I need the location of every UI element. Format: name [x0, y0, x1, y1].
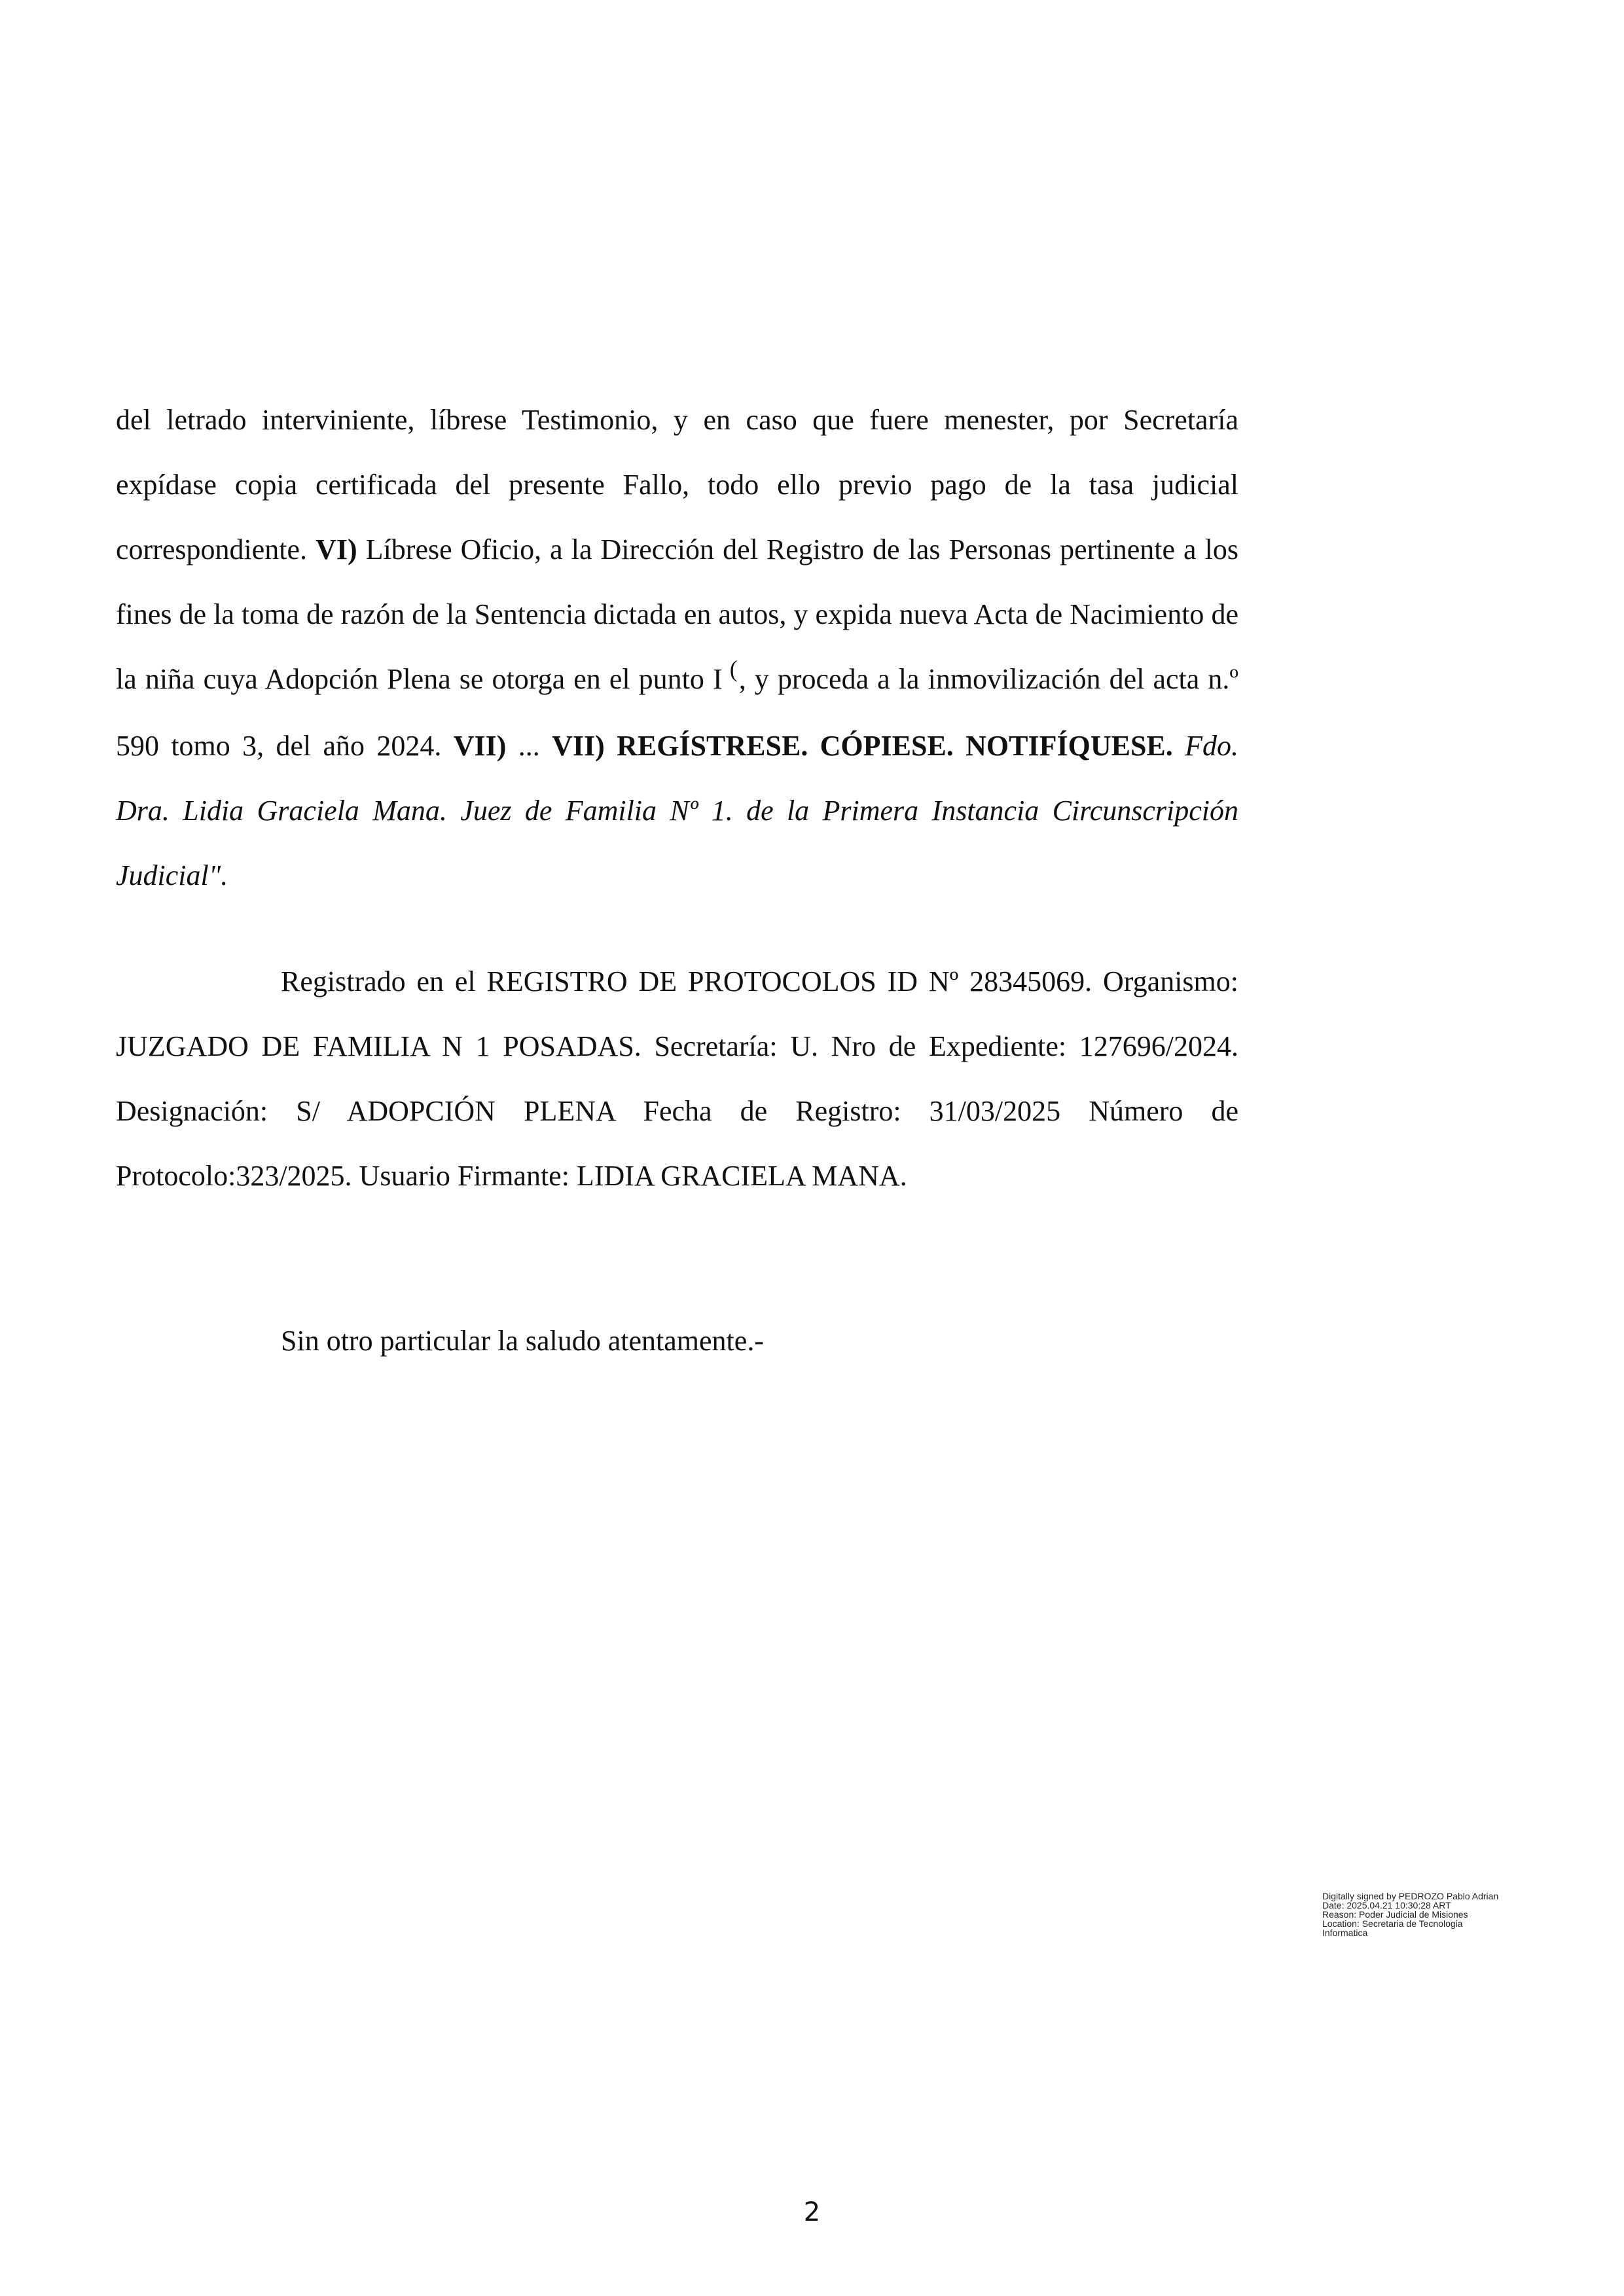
- superscript-mark: (: [729, 656, 738, 682]
- signature-signer: Digitally signed by PEDROZO Pablo Adrian: [1322, 1891, 1499, 1901]
- signature-date: Date: 2025.04.21 10:30:28 ART: [1322, 1900, 1451, 1910]
- resolution-text-4: ...: [506, 730, 552, 762]
- signature-reason: Reason: Poder Judicial de Misiones: [1322, 1909, 1468, 1920]
- registry-paragraph: Registrado en el REGISTRO DE PROTOCOLOS ID Nº 28345069. Organismo: JUZGADO DE FAMILIA N 1 POSADAS. Secretaría: U. Nro de Expediente: 127696/2024. Designación: S/ ADOPCIÓN PLENA Fecha de Registro: 31/03/2025 Número de Protocolo:323/2025. Usuario Firmante: LIDIA GRACIELA MANA.: [116, 965, 1238, 1192]
- judge-signature-text: Fdo. Dra. Lidia Graciela Mana. Juez de Familia Nº 1. de la Primera Instancia Circunscripción Judicial".: [116, 730, 1238, 891]
- resolution-item-vii: VII): [453, 730, 507, 762]
- page-number: 2: [803, 2197, 821, 2227]
- resolution-item-vi: VI): [316, 533, 357, 565]
- resolution-text-3: , y proceda a la inmovilización del acta n.º 590 tomo 3, del año 2024.: [116, 663, 1238, 762]
- closing-line: Sin otro particular la saludo atentamente.-: [281, 1325, 764, 1357]
- resolution-text-1: del letrado interviniente, líbrese Testimonio, y en caso que fuere menester, por Secretaría expídase copia certificada del presente Fallo, todo ello previo pago de la tasa judicial correspondiente.: [116, 404, 1238, 565]
- resolution-orders: VII) REGÍSTRESE. CÓPIESE. NOTIFÍQUESE.: [552, 730, 1173, 762]
- signature-location: Location: Secretaria de Tecnologia: [1322, 1918, 1463, 1929]
- resolution-paragraph: [116, 387, 1238, 908]
- digital-signature-block: [1322, 1892, 1545, 1937]
- resolution-text-2: Líbrese Oficio, a la Dirección del Registro de las Personas pertinente a los fines de la toma de razón de la Sentencia dictada en autos, y expida nueva Acta de Nacimiento de la niña cuya Adopción Plena se otorga en el punto I: [116, 533, 1238, 695]
- signature-location-cont: Informatica: [1322, 1928, 1368, 1938]
